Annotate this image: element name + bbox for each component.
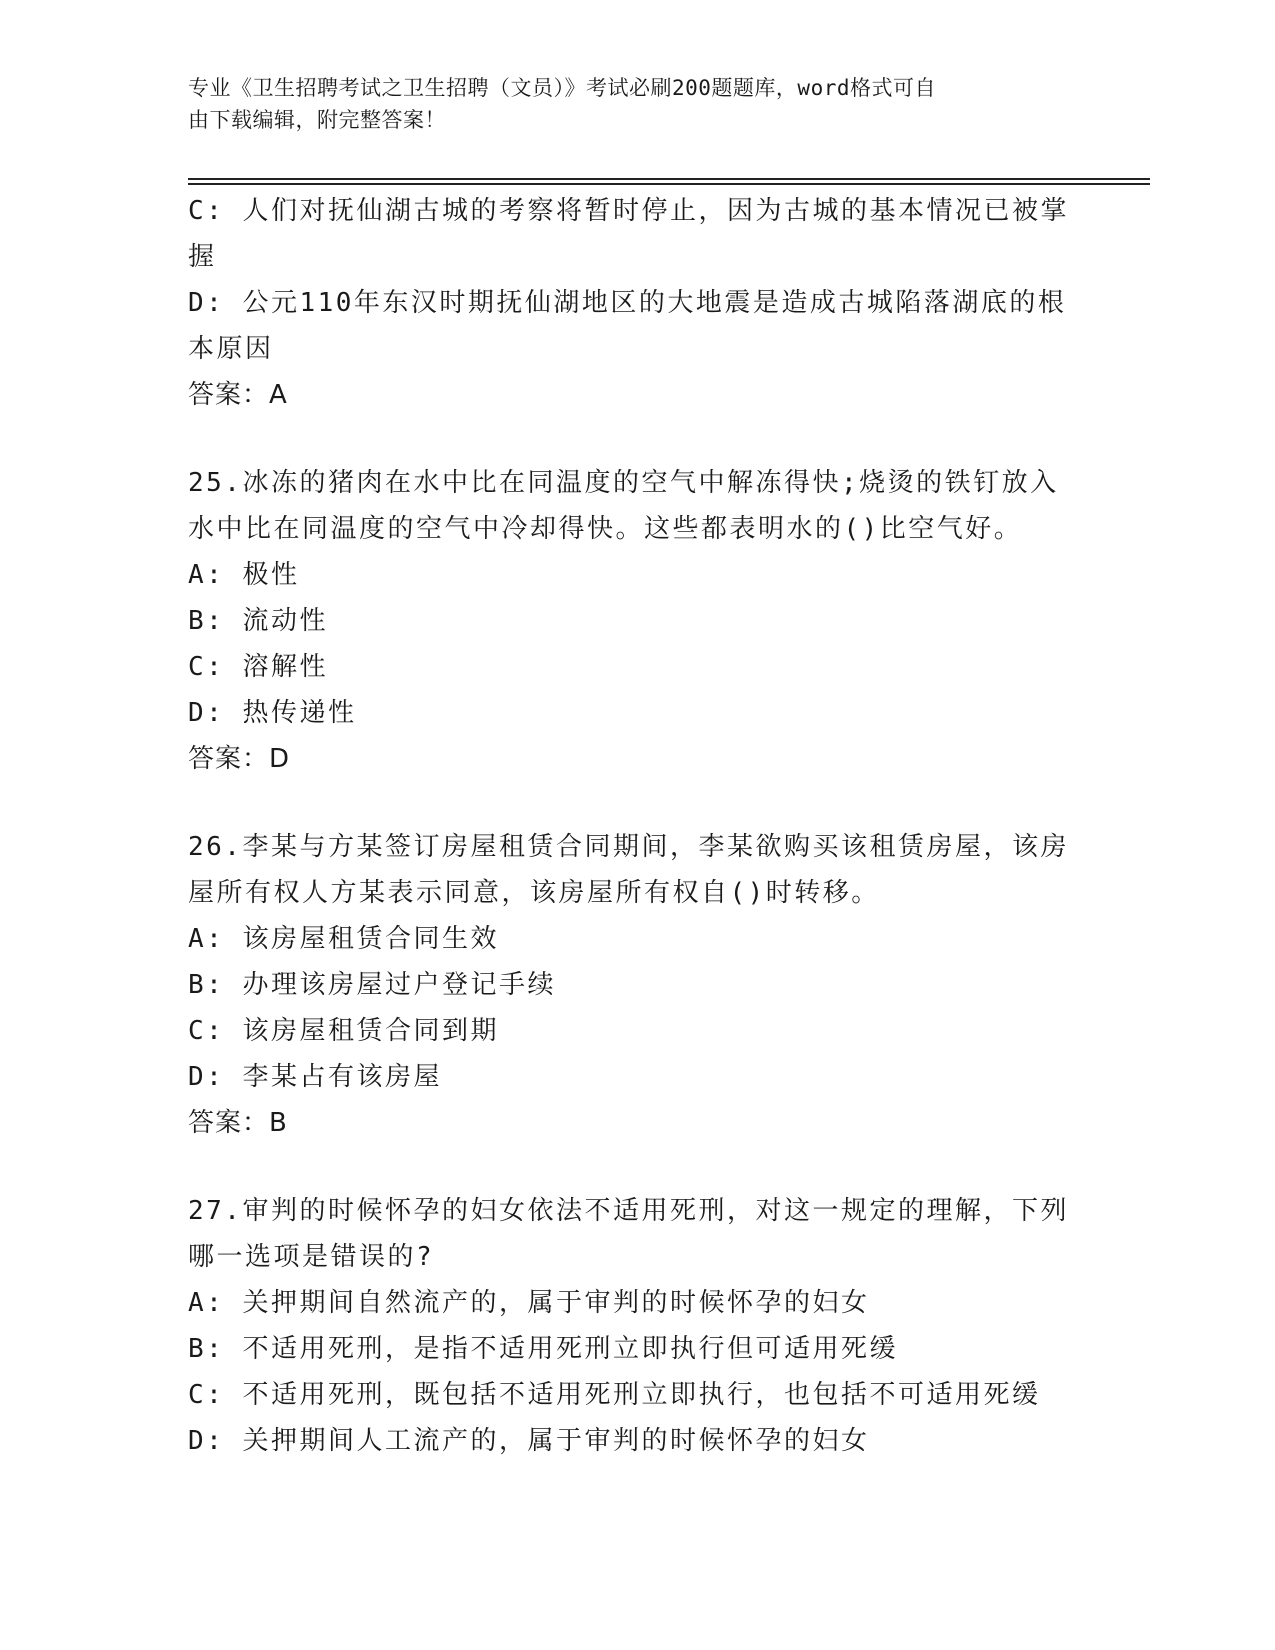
answer-24: 答案：A bbox=[188, 380, 288, 410]
option-a: A: 关押期间自然流产的，属于审判的时候怀孕的妇女 bbox=[188, 1288, 870, 1318]
option-d: D: 关押期间人工流产的，属于审判的时候怀孕的妇女 bbox=[188, 1426, 870, 1456]
option-d-line-1: D: 公元110年东汉时期抚仙湖地区的大地震是造成古城陷落湖底的根 bbox=[188, 288, 1067, 318]
question-stem-line-2: 哪一选项是错误的? bbox=[188, 1242, 435, 1272]
question-25 bbox=[188, 460, 1088, 782]
spacer bbox=[188, 418, 1088, 460]
option-b: B: 流动性 bbox=[188, 606, 328, 636]
option-d: D: 热传递性 bbox=[188, 698, 357, 728]
spacer bbox=[188, 782, 1088, 824]
header-line-1: 专业《卫生招聘考试之卫生招聘（文员）》考试必刷200题题库，word格式可自 bbox=[188, 76, 936, 100]
question-26 bbox=[188, 824, 1088, 1146]
question-stem-line-1: 25.冰冻的猪肉在水中比在同温度的空气中解冻得快;烧烫的铁钉放入 bbox=[188, 468, 1059, 498]
option-c: C: 该房屋租赁合同到期 bbox=[188, 1016, 499, 1046]
header-line-2: 由下载编辑，附完整答案！ bbox=[188, 108, 446, 132]
option-b: B: 不适用死刑，是指不适用死刑立即执行但可适用死缓 bbox=[188, 1334, 898, 1364]
option-c-line-1: C: 人们对抚仙湖古城的考察将暂时停止，因为古城的基本情况已被掌 bbox=[188, 196, 1069, 226]
spacer bbox=[188, 1146, 1088, 1188]
option-c: C: 溶解性 bbox=[188, 652, 328, 682]
header-divider-bottom bbox=[188, 183, 1150, 185]
option-a: A: 极性 bbox=[188, 560, 300, 590]
option-d-line-2: 本原因 bbox=[188, 334, 274, 364]
question-stem-line-2: 水中比在同温度的空气中冷却得快。这些都表明水的()比空气好。 bbox=[188, 514, 1023, 544]
answer-25: 答案：D bbox=[188, 744, 291, 774]
option-c-line-2: 握 bbox=[188, 242, 217, 272]
option-d: D: 李某占有该房屋 bbox=[188, 1062, 442, 1092]
question-stem-line-1: 27.审判的时候怀孕的妇女依法不适用死刑，对这一规定的理解，下列 bbox=[188, 1196, 1069, 1226]
option-b: B: 办理该房屋过户登记手续 bbox=[188, 970, 556, 1000]
answer-26: 答案：B bbox=[188, 1108, 288, 1138]
question-24-continued bbox=[188, 188, 1088, 418]
question-stem-line-1: 26.李某与方某签订房屋租赁合同期间，李某欲购买该租赁房屋，该房 bbox=[188, 832, 1069, 862]
option-c: C: 不适用死刑，既包括不适用死刑立即执行，也包括不可适用死缓 bbox=[188, 1380, 1041, 1410]
question-stem-line-2: 屋所有权人方某表示同意，该房屋所有权自()时转移。 bbox=[188, 878, 880, 908]
header-divider-top bbox=[188, 178, 1150, 180]
question-list bbox=[188, 188, 1088, 1464]
question-27 bbox=[188, 1188, 1088, 1464]
option-a: A: 该房屋租赁合同生效 bbox=[188, 924, 499, 954]
document-header bbox=[188, 72, 1068, 136]
